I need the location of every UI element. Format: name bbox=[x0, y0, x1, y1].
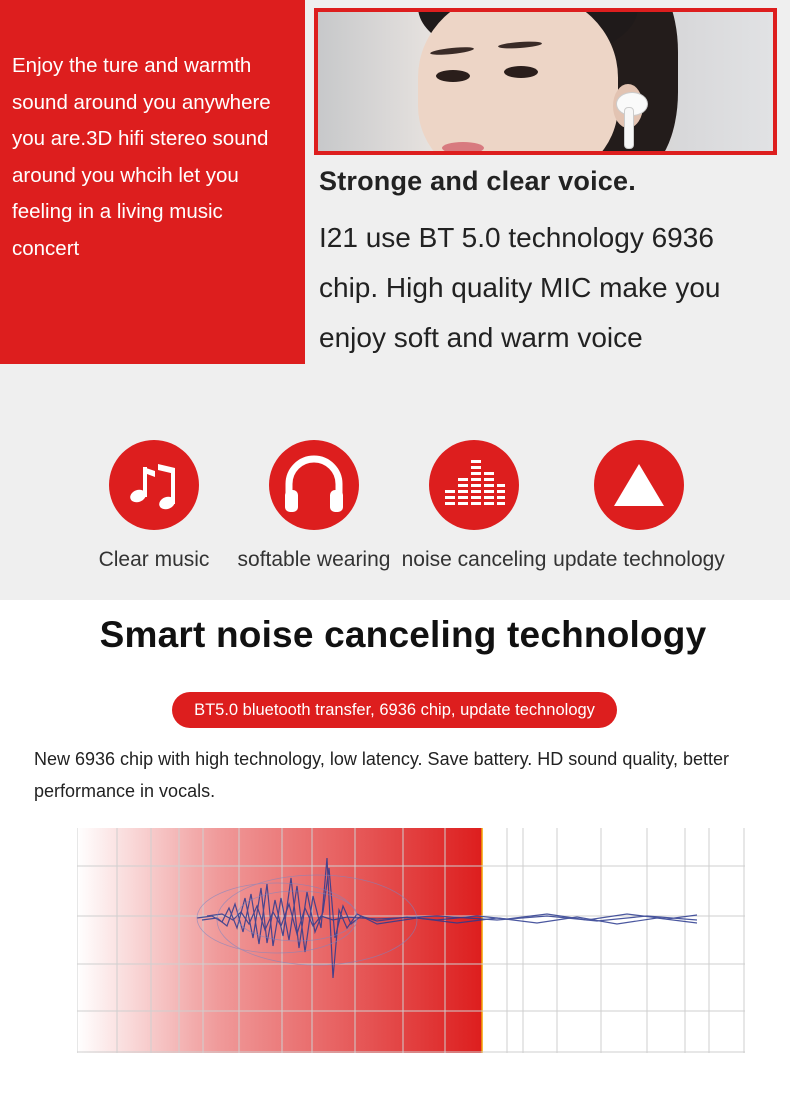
headphones-icon bbox=[269, 440, 359, 530]
voice-title: Stronge and clear voice. bbox=[319, 166, 636, 196]
feature-softable-wearing bbox=[224, 440, 404, 572]
spec-pill: BT5.0 bluetooth transfer, 6936 chip, update technology bbox=[172, 692, 617, 728]
top-section bbox=[0, 0, 790, 365]
feature-noise-canceling bbox=[384, 440, 564, 572]
intro-panel bbox=[0, 0, 305, 364]
headline: Smart noise canceling technology bbox=[99, 614, 707, 655]
description: New 6936 chip with high technology, low latency. Save battery. HD sound quality, better performance in vocals. bbox=[34, 749, 730, 801]
feature-clear-music bbox=[64, 440, 244, 572]
feature-label: Clear music bbox=[98, 548, 210, 571]
feature-update-technology bbox=[544, 440, 734, 572]
triangle-up-icon bbox=[594, 440, 684, 530]
music-notes-icon bbox=[109, 440, 199, 530]
model-photo bbox=[314, 8, 777, 155]
feature-label: update technology bbox=[553, 548, 725, 571]
equalizer-icon bbox=[429, 440, 519, 530]
waveform-graphic bbox=[77, 828, 745, 1053]
feature-label: noise canceling bbox=[401, 548, 547, 571]
feature-label: softable wearing bbox=[237, 548, 391, 571]
voice-body: I21 use BT 5.0 technology 6936 chip. High quality MIC make you enjoy soft and warm voice bbox=[319, 222, 721, 353]
intro-text: Enjoy the ture and warmth sound around you anywhere you are.3D hifi stereo sound around you whcih let you feeling in a living music concert bbox=[12, 54, 271, 260]
features-section bbox=[0, 365, 790, 600]
